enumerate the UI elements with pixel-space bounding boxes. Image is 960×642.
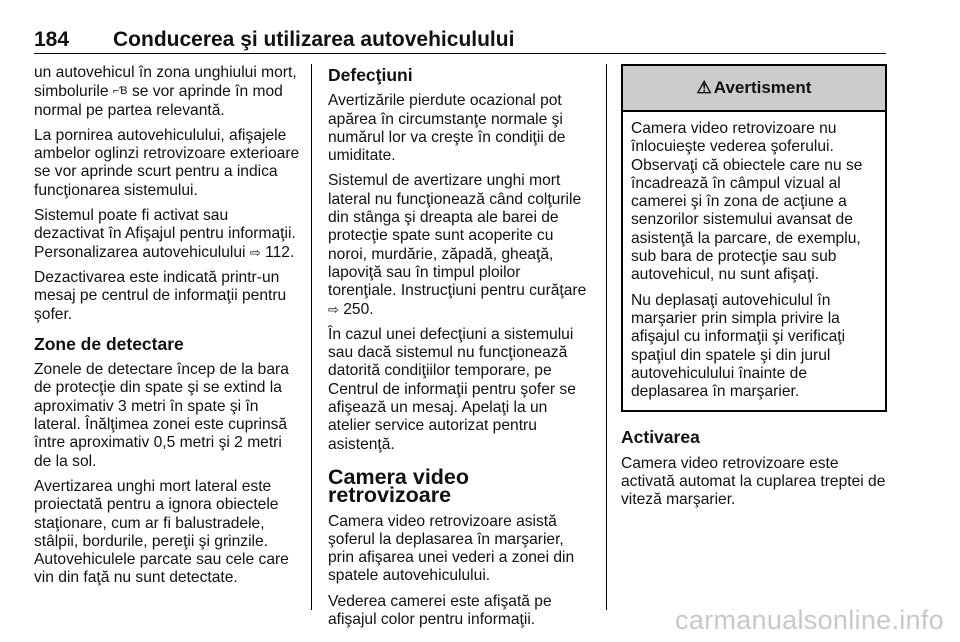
section-heading-zone: Zone de detectare (34, 333, 184, 354)
reference-arrow-icon: ⇨ (249, 244, 261, 260)
warning-title: Avertisment (713, 77, 812, 97)
column-2 (328, 64, 592, 636)
column-1 (34, 64, 300, 595)
paragraph: Camera video retrovizoare este activată automat la cuplarea treptei de viteză marşarier. (621, 454, 886, 509)
paragraph: Zonele de detectare încep de la bara de protecţie din spate şi se extind la aproximativ 3 metri în spate şi în lateral. Înălţimea zonei este cuprinsă între aproximativ 0,5 metri şi 2 metri de la sol. (34, 361, 289, 470)
column-divider (311, 64, 312, 610)
paragraph: Nu deplasaţi autovehiculul în marşarier prin simpla privire la afişajul cu informaţii şi verificaţi spaţiul din spatele şi din jurul autovehiculului înainte de deplasarea în marşarier. (631, 291, 846, 401)
page-number: 184 (34, 28, 70, 51)
header-rule (34, 53, 886, 54)
paragraph: Avertizarea unghi mort lateral este proiectată pentru a ignora obiectele staţionare, cum ar fi balustradele, stâlpii, bordurile, pereţii şi grinzile. Autovehiculele parcate sau cele care vin din faţă nu sunt detectate. (34, 477, 289, 587)
watermark: carmanualsonline.info (675, 605, 944, 635)
section-heading-defectiuni: Defecţiuni (328, 65, 413, 85)
paragraph (34, 64, 300, 120)
text: Sistemul de avertizare unghi mort lateral nu funcţionează când colţurile din stânga şi dreapta ale barei de protecţie spate sunt acoperite cu noroi, murdărie, zăpadă, gheaţă, lapoviţă sau în timpul ploilor torenţiale. Instrucţiuni pentru curăţare (328, 172, 587, 300)
reference-arrow-icon: ⇨ (328, 301, 339, 317)
warning-body (623, 112, 885, 410)
column-divider (606, 64, 607, 610)
warning-box (621, 64, 887, 412)
paragraph (34, 207, 300, 262)
text: un autovehicul în zona unghiului mort, simbolurile (34, 64, 297, 101)
paragraph (328, 172, 592, 318)
column-3 (621, 64, 887, 517)
page-reference[interactable]: 250. (343, 300, 374, 318)
warning-header (623, 66, 885, 112)
warning-icon: ⚠ (696, 77, 712, 97)
chapter-title: Conducerea şi utilizarea autovehiculului (113, 28, 515, 51)
section-heading-activarea: Activarea (621, 427, 700, 448)
paragraph: Dezactivarea este indicată printr-un mesaj pe centrul de informaţii pentru şofer. (34, 268, 287, 323)
blind-spot-symbol-icon: ⌐Ɓ (112, 85, 128, 98)
paragraph: Vederea camerei este afişată pe afişajul color pentru informaţii. (328, 592, 552, 629)
page-header (34, 28, 886, 50)
paragraph: La pornirea autovehiculului, afişajele ambelor oglinzi retrovizoare exterioare se vor aprinde scurt pentru a indica funcţionarea sistemului. (34, 126, 300, 199)
paragraph: Camera video retrovizoare nu înlocuieşte vederea şoferului. Observaţi că obiectele care nu se încadrează în câmpul vizual al camerei şi în zona de acţiune a senzorilor sistemului avansat de asistenţă la parcare, de exemplu, sub bara de protecţie sau sub autovehicul, nu sunt afişaţi. (631, 120, 863, 284)
paragraph: În cazul unei defecţiuni a sistemului sau dacă sistemul nu funcţionează datorită condiţiilor temporare, pe Centrul de informaţii pentru şofer se afişează un mesaj. Apelaţi la un atelier service autorizat pentru asistenţă. (328, 325, 576, 453)
text: Sistemul poate fi activat sau dezactivat în Afişajul pentru informaţii. Personalizarea autovehiculului (34, 207, 296, 261)
text: se vor aprinde în mod normal pe partea relevantă. (34, 83, 283, 119)
paragraph: Camera video retrovizoare asistă şoferul la deplasarea în marşarier, prin afişarea unei vederi a zonei din spatele autovehiculului. (328, 512, 575, 585)
paragraph: Avertizările pierdute ocazional pot apărea în circumstanţe normale şi numărul lor va creşte în condiţii de umiditate. (328, 92, 566, 165)
page-reference[interactable]: 112. (265, 243, 295, 261)
section-heading-camera: Camera video retrovizoare (328, 464, 470, 508)
